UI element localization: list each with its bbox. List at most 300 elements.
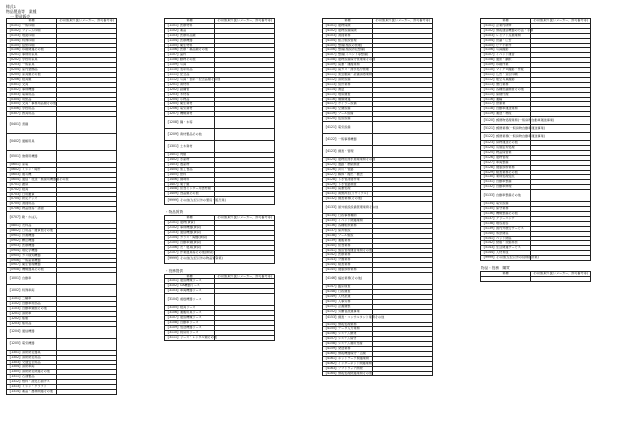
category-cell: 【1112】写真・表彰・記念品類その他 (166, 76, 221, 81)
category-cell: 【4115】地質調査 (323, 92, 373, 97)
category-table (164, 274, 275, 341)
table-row (7, 273, 117, 285)
category-cell: 【1106】医療・薬品類その他 (165, 48, 215, 53)
category-cell: 【4112】消防設備 (323, 77, 373, 82)
category-cell: 【1403】農産物 (165, 162, 215, 167)
category-cell: 【4121】電気設備 (323, 122, 373, 134)
other-cell[interactable] (215, 255, 275, 263)
category-cell: 【4159】発送業務 (323, 347, 373, 352)
category-cell: 【1409】食品類その他 (165, 192, 215, 197)
category-cell: 【4140】給食業務 (323, 243, 373, 248)
category-cell: 【4158】システム運用支援 (323, 342, 373, 347)
category-cell: 【4108】建物設備保守管理業その他 (324, 57, 376, 62)
category-cell: 【5107】イベント運営 (481, 53, 531, 58)
category-cell: 【4103】清掃業務 (323, 33, 373, 38)
category-cell: 【2106】衣・寝具(賃貸) (165, 245, 215, 250)
category-cell: 【1110】表彰用品 (165, 68, 215, 73)
category-cell: 【3103】車両機器リース (165, 289, 215, 294)
category-cell: 【1105】衛生材料 (165, 43, 215, 48)
category-cell: 【1407】菓子類 (165, 182, 215, 187)
category-cell: 【1301】土木資材 (165, 141, 215, 153)
table-row (165, 335, 275, 340)
category-cell: 【4147】臨床検査 (323, 285, 373, 290)
category-cell: 【1101】医療材料 (165, 23, 215, 28)
category-cell: 【4162】インターネット関連業務 (324, 360, 372, 365)
category-cell: 【5111】広告・宣伝印刷 (481, 72, 531, 77)
category-cell: 【4122】一般事務機器 (323, 134, 373, 146)
header-category: 業種 (165, 19, 215, 24)
category-cell: 【5128】健康診断業務 (481, 165, 531, 170)
category-cell (481, 276, 531, 281)
other-cell[interactable] (373, 134, 433, 146)
category-cell: 【4129】下水管路調査 (323, 182, 373, 187)
other-cell[interactable] (373, 371, 433, 376)
category-cell: 【4114】測量 (323, 87, 373, 92)
category-cell: 【1001】自動車 (7, 273, 57, 285)
category-cell: 【1203】船用品 (7, 321, 57, 326)
category-cell: 【5102】情報通信機器の方法・手順 (482, 27, 534, 32)
other-cell[interactable] (57, 338, 117, 350)
category-cell: 【4157】システム保守 (323, 337, 373, 342)
category-column (6, 18, 116, 395)
other-cell[interactable] (57, 151, 117, 163)
category-cell: 【4107】警備(イベント等警備) (323, 53, 373, 58)
category-cell: 【1111】記念品 (165, 72, 215, 77)
category-cell: 【0305】文具・事務用品類その他 (8, 101, 57, 106)
category-table (480, 18, 591, 261)
category-cell: 【1402】水産物 (165, 158, 215, 163)
category-cell: 【4126】河川・管路 (323, 167, 373, 172)
category-cell: 【9999】その他(左記以外の製造・販売業) (165, 197, 215, 205)
table-row (7, 285, 117, 297)
category-cell: 【4127】解体・搬出・撤去 (323, 172, 373, 177)
category-cell: 【9999】その他(左記以外の役務提供業) (482, 255, 539, 260)
category-cell: 【5135】保守業務 (481, 207, 531, 212)
category-cell: 【4142】医療業務 (323, 253, 373, 258)
category-cell: 【4104】総合施設管理 (323, 38, 373, 43)
category-cell: 【1102】自動車用部品 (7, 302, 57, 307)
category-cell: 【1103】医療用品類 (165, 33, 215, 38)
category-cell: 【1209】資材製品その他 (165, 129, 215, 141)
category-cell: 【0301】文具 (7, 82, 57, 87)
category-cell: 【4153】調査・コンサルタント業務その他 (323, 314, 373, 322)
header-other: その他(取り扱いメーカー、許可番号等) (215, 274, 275, 279)
category-cell: 【1109】写真 (165, 63, 215, 68)
other-cell[interactable] (57, 134, 117, 151)
category-cell: 【1208】鋼・木等 (165, 117, 215, 129)
category-cell: 【5140】葬祭関係 (481, 231, 531, 236)
category-cell: 【4155】データ入力業務 (323, 327, 373, 332)
category-cell: 【0105】証紙印刷 (7, 43, 57, 48)
category-cell: 【5106】写真撮影 (481, 48, 531, 53)
category-cell: 【4130】廃棄処理 (323, 187, 373, 192)
category-cell: 【4150】人事労務 (323, 299, 373, 304)
category-cell: 【5127】車両整備 (481, 160, 531, 165)
section-heading: 一 製造販売 (10, 14, 31, 19)
category-cell: 【5130】業務処理受託 (481, 175, 531, 180)
category-cell: 【1304】消防車両 (7, 365, 57, 370)
category-cell: 【5108】通訳・翻訳 (481, 58, 531, 63)
category-cell: 【0706】物品他等・清掃 (7, 207, 57, 212)
category-cell: 【0604】通信・放送・無線用機器類その他 (8, 176, 69, 181)
category-cell: 【3108】自動車リース (165, 320, 215, 325)
category-cell: 【1201】消防車 (7, 311, 57, 316)
category-cell: 【4128】下水管清掃作業 (323, 177, 373, 182)
category-cell: 【4156】システム開発 (323, 332, 373, 337)
table-row (165, 129, 275, 141)
table-row (481, 125, 591, 133)
header-category: 業種 (7, 19, 57, 24)
category-cell: 【4132】調査業務(その他) (323, 197, 373, 202)
category-cell: 【4136】各種相談業務 (323, 224, 373, 229)
category-cell: 【5132】自動車修理 (481, 185, 531, 190)
table-row (323, 273, 433, 285)
category-cell: 【1204】小物品 (165, 97, 215, 102)
category-cell: 【1404】加工食品 (165, 167, 215, 172)
category-cell: 【0704】防災グッズ (7, 197, 57, 202)
category-cell: 【5118】自動車運送業務 (481, 107, 531, 112)
other-cell[interactable] (531, 256, 591, 261)
category-cell: 【3106】運搬用具リース (165, 311, 215, 316)
category-cell: 【4135】イベント関連業務 (323, 219, 373, 224)
category-cell: 【3109】放送機器リース (165, 325, 215, 330)
category-cell: 【5125】物品保管業 (481, 150, 531, 155)
category-cell: 【4161】ネットワーク関連業務 (323, 356, 373, 361)
category-cell: 【1204】通信機器 (7, 326, 57, 338)
category-cell: 【5120】郵便物処理業務(一般貨物自動車運送事業) (481, 117, 531, 125)
category-cell: 【5126】建物管理 (481, 155, 531, 160)
category-cell: 【0906】一般産業機器 (7, 258, 57, 263)
category-cell: 【4106】警備(施設防犯警備) (323, 48, 373, 53)
category-cell: 【5123】貨物運送その他 (481, 141, 531, 146)
category-cell: 【0402】通帳用具 (7, 134, 57, 151)
table-row (481, 256, 591, 261)
category-cell: 【1311】石油製品 (7, 375, 57, 380)
category-cell: 【5124】有価証券処理 (481, 146, 531, 151)
category-cell: 【4125】道路・橋梁調査 (323, 162, 373, 167)
category-table (164, 18, 275, 205)
category-cell: 【0304】用紙品 (7, 97, 57, 102)
header-other: その他(取り扱いメーカー、許可番号等) (531, 19, 591, 24)
category-cell: 【3107】建設機械リース (165, 315, 215, 320)
category-cell: 【5119】運送・物流 (481, 112, 531, 117)
table-row (481, 117, 591, 125)
header-category: 業種 (323, 19, 373, 24)
table-row (323, 314, 433, 322)
category-cell: 【0802】日用品・雑貨他その他 (7, 229, 57, 234)
category-cell: 【4123】調査・管理 (323, 146, 373, 158)
category-cell: 【0307】教具用品 (7, 112, 57, 117)
category-cell: 【4137】保育施設 (323, 228, 373, 233)
category-cell: 【1312】燃料・液化石油ガス (7, 380, 57, 385)
table-row (323, 371, 433, 376)
other-cell[interactable] (215, 335, 275, 340)
table-row (481, 190, 591, 202)
category-cell: 【0202】学校用家具 (7, 58, 57, 63)
table-row (7, 151, 117, 163)
category-cell: 【1202】船舶 (7, 316, 57, 321)
category-cell: 【5143】生活関連サービス (481, 246, 531, 251)
category-cell: 【4118】空調設備 (323, 107, 373, 112)
other-cell[interactable] (57, 285, 117, 297)
category-cell: 【1107】歯科 (165, 53, 215, 58)
category-cell: 【5141】ペット関係 (481, 236, 531, 241)
category-cell: 【4152】労働者派遣事業 (323, 309, 373, 314)
category-cell: 【5121】郵便業務(一般貨物自動車運送事業) (481, 125, 531, 133)
table-row (7, 338, 117, 350)
category-cell: 【0103】地図印刷 (7, 33, 57, 38)
category-cell: 【5105】ビデオ制作 (481, 43, 531, 48)
other-cell[interactable] (215, 294, 275, 306)
category-cell: 【5115】保険代理 (481, 92, 531, 97)
other-cell[interactable] (57, 117, 117, 134)
category-cell: 【0908】機械器具その他 (7, 268, 57, 273)
category-column (164, 18, 274, 341)
table-row (323, 146, 433, 158)
category-cell: 【0905】ガス検知機器 (7, 253, 57, 258)
category-table (322, 18, 433, 376)
category-cell: 【1102】薬品 (165, 28, 215, 33)
category-cell: 【5116】運輸 (481, 97, 531, 102)
category-cell: 【3104】複数機器リース (165, 294, 215, 306)
category-cell: 【0907】衛生管理機器 (7, 263, 57, 268)
other-cell[interactable] (373, 202, 433, 214)
category-cell: 【3102】OA機器リース (165, 284, 215, 289)
table-row (481, 276, 591, 281)
table-row (323, 122, 433, 134)
category-cell: 【2101】建物(賃貸) (165, 221, 215, 226)
category-cell: 【3105】寝具リース (165, 306, 215, 311)
category-cell: 【0204】室内装飾品 (7, 68, 57, 73)
category-cell: 【5113】旅行業務 (481, 82, 531, 87)
category-cell: 【5114】各種世論調査その他 (481, 87, 531, 92)
category-cell: 【1405】飲料 (165, 172, 215, 177)
category-cell: 【1302】消防防災用品 (7, 355, 57, 360)
category-cell: 【0902】精密機器 (7, 238, 57, 243)
category-cell: 【0101】一般印刷 (7, 23, 57, 28)
other-cell[interactable] (57, 273, 117, 285)
category-cell: 【4116】補償関連 (323, 97, 373, 102)
category-cell: 【0707】靴・かばん (7, 212, 57, 224)
category-cell: 【0901】計測機器 (7, 234, 57, 239)
header-category: 業種 (481, 19, 531, 24)
header-other: その他(取り扱いメーカー、許可番号等) (373, 19, 433, 24)
category-cell: 【4145】健康診断業務 (323, 268, 373, 273)
other-cell[interactable] (57, 212, 117, 224)
category-cell: 【1103】自動車類他その他 (7, 307, 57, 312)
category-table (164, 215, 275, 263)
category-cell: 【1205】衛生資材 (165, 102, 215, 107)
category-cell: 【4102】建物設備保険 (323, 28, 373, 33)
category-cell: 【4139】運搬業務 (323, 238, 373, 243)
category-cell: 【5109】印刷作業 (481, 63, 531, 68)
category-cell: 【1203】木材等 (165, 92, 215, 97)
other-cell[interactable] (215, 117, 275, 129)
other-cell[interactable] (57, 326, 117, 338)
category-cell: 【5134】電気設備 (481, 202, 531, 207)
category-cell: 【2102】事務機器(賃貸) (165, 226, 215, 231)
category-cell: 【3111】リース・レンタル類その他 (166, 334, 217, 339)
other-cell[interactable] (531, 276, 591, 281)
header-other: その他(取り扱いメーカー、許可番号等) (215, 216, 275, 221)
category-cell: 【5136】機械整備その他 (481, 212, 531, 217)
section-title: ・物品賃貸 (165, 210, 183, 215)
table-row (7, 389, 117, 394)
category-cell: 【1201】資材料 (165, 82, 215, 87)
category-cell: 【5122】郵便業務(一般貨物自動車運送事業) (481, 133, 531, 141)
table-row (323, 134, 433, 146)
table-row (323, 202, 433, 214)
category-cell: 【4134】行政事務補助 (323, 214, 373, 219)
category-cell: 【0203】一般家具 (7, 63, 57, 68)
category-cell: 【4111】害虫駆除・殺菌消毒業務 (324, 71, 373, 76)
category-cell: 【1301】消防防災器具 (7, 350, 57, 355)
category-cell: 【1313】ミシン・クラフト (7, 385, 57, 390)
category-cell: 【1303】交通安全用品 (7, 360, 57, 365)
category-cell: 【4133】屋外施設設備管理業務その他 (323, 202, 373, 214)
category-cell: 【4101】建物保険 (323, 23, 373, 28)
category-cell: 【0702】寝具 (7, 187, 57, 192)
category-cell: 【4146】福祉業務(その他) (323, 273, 373, 285)
category-cell: 【5139】国内外旅行サービス (481, 226, 531, 231)
category-cell: 【3110】厨房用リース (165, 330, 215, 335)
category-cell: 【0205】家具類その他 (7, 72, 57, 77)
category-cell: 【0306】学校用品 (7, 107, 57, 112)
category-table (6, 18, 117, 395)
category-cell: 【1206】電気資材 (165, 107, 215, 112)
category-cell: 【1314】薬品・農林関連その他 (7, 389, 57, 394)
category-cell: 【1408】給食センター用食材類 (165, 187, 215, 192)
category-cell: 【0201】事務用家具 (7, 53, 57, 58)
other-cell[interactable] (215, 141, 275, 153)
category-table (480, 271, 591, 282)
category-cell: 【0602】ミシン・時計 (7, 168, 57, 173)
form-number: 様式1 (6, 4, 17, 9)
category-cell: 【5138】理容美容 (481, 221, 531, 226)
category-cell: 【5104】世論・広告 (481, 38, 531, 43)
table-row (165, 117, 275, 129)
category-cell: 【4154】情報処理業務 (323, 322, 373, 327)
category-cell: 【2105】自動車類(賃貸) (165, 240, 215, 245)
other-cell[interactable] (531, 190, 591, 202)
category-cell: 【0701】雑貨 (7, 182, 57, 187)
category-column (322, 18, 432, 376)
category-cell: 【0703】日用雑貨 (7, 192, 57, 197)
category-cell: 【0904】理化学機器 (7, 248, 57, 253)
other-cell[interactable] (57, 389, 117, 394)
category-cell: 【1101】二輪車 (7, 297, 57, 302)
category-cell: 【5137】クリーニング (481, 216, 531, 221)
section-title: 物品・役務 購買 (481, 266, 510, 271)
category-cell: 【0303】電算用品 (7, 92, 57, 97)
header-other: その他(取り扱いメーカー、許可番号等) (531, 272, 591, 277)
category-cell: 【4141】施設管理運営業務その他 (324, 247, 373, 252)
table-row (7, 326, 117, 338)
category-cell: 【5101】企業内研修 (481, 23, 531, 28)
table-row (7, 134, 117, 151)
category-cell: 【1406】調味料 (165, 177, 215, 182)
header-other: その他(取り扱いメーカー、許可番号等) (215, 19, 275, 24)
category-cell: 【5117】倉庫業 (481, 102, 531, 107)
category-cell: 【1305】消防防災関連その他 (7, 370, 57, 375)
category-cell: 【0102】フォーム印刷 (7, 28, 57, 33)
category-cell: 【1108】動物その他 (165, 58, 215, 63)
category-cell: 【5144】人材育成 (481, 251, 531, 256)
category-cell: 【0903】医療機器 (7, 243, 57, 248)
category-cell: 【4148】行政調査 (323, 289, 373, 294)
category-cell: 【5110】マイクロ撮影・作成 (481, 68, 531, 73)
category-cell: 【5103】レセプト点検業務 (481, 33, 531, 38)
category-cell: 【5142】結婚・冠婚葬祭 (481, 241, 531, 246)
page-title: 物品製造等 業種 (6, 9, 37, 14)
category-cell: 【4105】警備(施設の管理) (323, 43, 373, 48)
category-cell: 【0401】書籍 (7, 117, 57, 134)
category-cell: 【4109】廃棄・運搬業務 (323, 63, 373, 68)
category-cell: 【0104】特殊印刷 (7, 38, 57, 43)
category-cell: 【9999】その他(左記以外の物品賃貸業) (165, 255, 215, 263)
category-cell: 【1401】肉類 (165, 153, 215, 158)
category-cell: 【4138】プール施設 (323, 233, 373, 238)
table-row (165, 197, 275, 205)
header-category: 業種 (481, 272, 531, 277)
table-row (7, 212, 117, 224)
category-cell: 【4144】検査業務 (323, 263, 373, 268)
category-cell: 【2104】ガラス・陶器(賃貸) (165, 235, 215, 240)
category-cell: 【0206】寝具類 (7, 77, 57, 82)
table-row (165, 294, 275, 306)
category-cell: 【5129】検査業務その他 (481, 170, 531, 175)
category-cell: 【0603】複写機 (7, 172, 57, 177)
category-cell: 【3101】建設機械リース (165, 279, 215, 284)
category-cell: 【1002】特殊車両 (7, 285, 57, 297)
category-cell: 【4117】ボイラー設備 (323, 102, 373, 107)
category-cell: 【5131】自動車整備 (481, 180, 531, 185)
category-cell: 【0302】事務機器 (7, 87, 57, 92)
other-cell[interactable] (373, 122, 433, 134)
category-cell: 【5112】航空写真撮影 (481, 77, 531, 82)
category-cell: 【4119】プール設備 (323, 112, 373, 117)
category-cell: 【4131】資源再生(リサイクル) (323, 192, 373, 197)
other-cell[interactable] (373, 273, 433, 285)
category-cell: 【0106】印刷関連その他 (7, 48, 57, 53)
category-cell: 【4120】仮設設備 (323, 117, 373, 122)
category-cell: 【1207】機械資材 (165, 112, 215, 117)
table-row (7, 117, 117, 134)
category-cell: 【1104】医療機器 (165, 38, 215, 43)
category-cell: 【2107】作業道具等その他(賃貸) (166, 249, 214, 254)
category-cell: 【4163】ソフトウェア開発 (323, 366, 373, 371)
category-column (480, 18, 590, 282)
category-cell: 【4149】人材派遣 (323, 294, 373, 299)
other-cell[interactable] (215, 129, 275, 141)
category-cell: 【2103】通信機器(賃貸) (165, 231, 215, 236)
category-cell: 【5133】自動車整備その他 (481, 190, 531, 202)
category-cell: 【4164】情報処理関連業務その他 (324, 370, 373, 375)
category-cell: 【4110】廃ガス・排水処分管理 (323, 68, 373, 73)
category-cell: 【1205】電気機器 (7, 338, 57, 350)
category-cell: 【0705】清掃用品 (7, 202, 57, 207)
category-cell: 【4124】建物給排水環境業務その他 (324, 157, 376, 162)
category-cell: 【0801】衣料品 (7, 224, 57, 229)
category-cell: 【4151】企画調整 (323, 304, 373, 309)
header-category: 業種 (165, 216, 215, 221)
other-cell[interactable] (373, 146, 433, 158)
category-cell: 【4113】設計業務 (323, 82, 373, 87)
category-cell: 【4143】介護業務 (323, 258, 373, 263)
table-row (165, 255, 275, 263)
header-category: 業種 (165, 274, 215, 279)
table-row (165, 141, 275, 153)
